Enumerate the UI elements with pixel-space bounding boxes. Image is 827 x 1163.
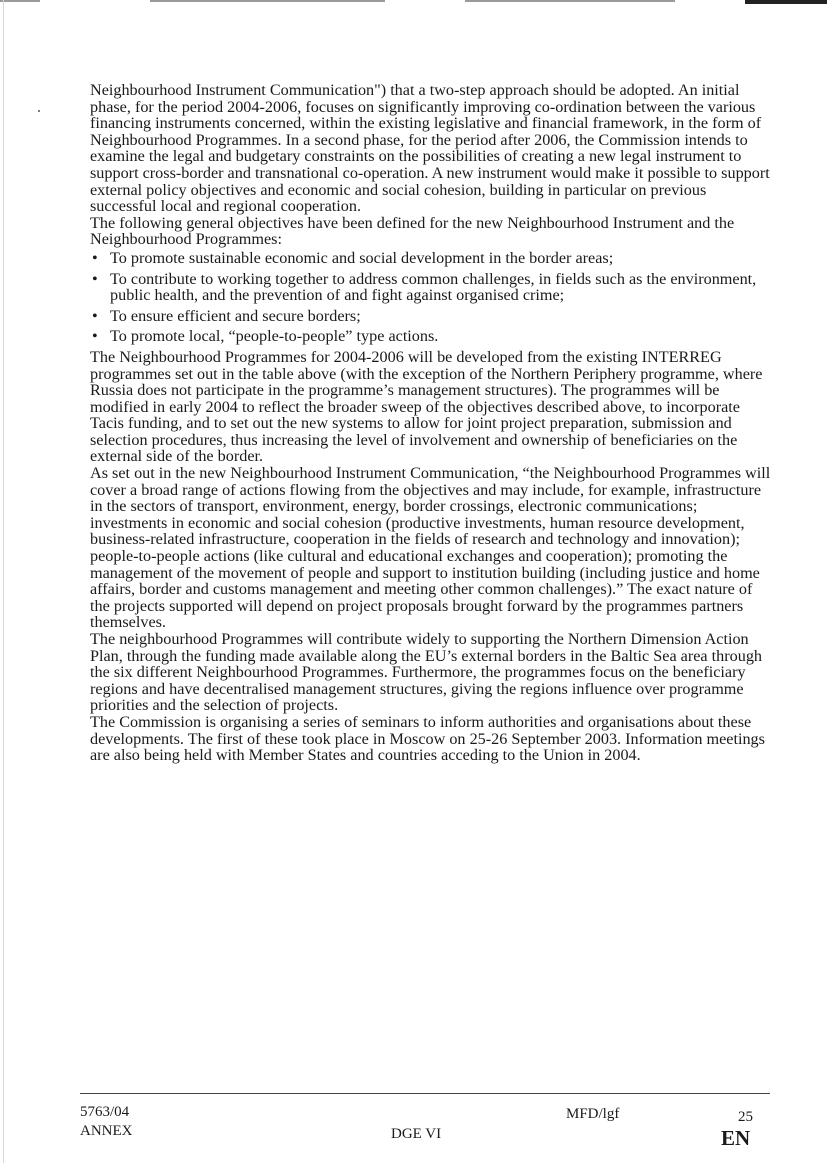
footer-annex: ANNEX [80,1123,133,1139]
scan-speck [38,110,40,112]
objectives-list [90,250,772,345]
scan-artifact [745,0,827,4]
scan-artifact [0,0,40,2]
paragraph-seminars: The Commission is organising a series of seminars to inform authorities and organisations about these developments. The first of these took place in Moscow on 25-26 September 2003. Information meetings are also being held with Member States and countries acceding to the Union in 2004. [90,712,765,765]
scan-artifact [465,0,675,2]
footer-divider [80,1093,770,1094]
paragraph-programmes: The Neighbourhood Programmes for 2004-2006 will be developed from the existing INTERREG programmes set out in the table above (with the exception of the Northern Periphery programme, where Russia does not participate in the programme’s management structures). The programmes will be modified in early 2004 to reflect the broader sweep of the objectives described above, to incorporate Tacis funding, and to set out the new systems to allow for joint project preparation, submission and selection procedures, thus increasing the level of involvement and ownership of beneficiaries on the external side of the border. [90,347,763,466]
language-code: EN [721,1126,751,1150]
footer-directorate: DGE VI [391,1126,442,1142]
list-item: • To promote local, “people-to-people” type actions. [90,328,772,345]
paragraph-actions: As set out in the new Neighbourhood Instrument Communication, “the Neighbourhood Programmes will cover a broad range of actions flowing from the objectives and may include, for example, infrastructure in the sectors of transport, environment, energy, border crossings, electronic communications; investments in economic and social cohesion (productive investments, human resource development, business-related infrastructure, cooperation in the fields of research and technology and innovation); people-to-people actions (like cultural and educational exchanges and cooperation); promoting the management of the movement of people and support to institution building (including justice and home affairs, border and customs management and meeting other common challenges).” The exact nature of the projects supported will depend on project proposals brought forward by the programmes partners themselves. [90,464,771,632]
list-item: • To ensure efficient and secure borders; [90,308,772,325]
scan-edge [3,0,4,1163]
page-number: 25 [738,1109,753,1125]
footer-doc-number: 5763/04 [80,1104,130,1120]
paragraph-northern-dimension: The neighbourhood Programmes will contribute widely to supporting the Northern Dimension Action Plan, through the funding made available along the EU’s external borders in the Baltic Sea area through the six different Neighbourhood Programmes. Furthermore, the programmes focus on the beneficiary regions and have decentralised management structures, giving the regions influence over programme priorities and the selection of projects. [90,630,763,715]
scan-artifact [150,0,385,2]
list-item: • To promote sustainable economic and social development in the border areas; [90,250,772,267]
footer-initials: MFD/lgf [566,1106,620,1122]
document-body [90,82,772,764]
paragraph-objectives-intro: The following general objectives have been defined for the new Neighbourhood Instrument and the Neighbourhood Programmes: [90,213,735,249]
paragraph-approach: Neighbourhood Instrument Communication") that a two-step approach should be adopted. An initial phase, for the period 2004-2006, focuses on significantly improving co-ordination between the various financing instruments concerned, within the existing legislative and financial framework, in the form of Neighbourhood Programmes. In a second phase, for the period after 2006, the Commission intends to examine the legal and budgetary constraints on the possibilities of creating a new legal instrument to support cross-border and transnational co-operation. A new instrument would make it possible to support external policy objectives and economic and social cohesion, building in particular on previous successful local and regional cooperation. [90,81,770,216]
list-item: • To contribute to working together to address common challenges, in fields such as the environment, public health, and the prevention of and fight against organised crime; [90,271,772,304]
